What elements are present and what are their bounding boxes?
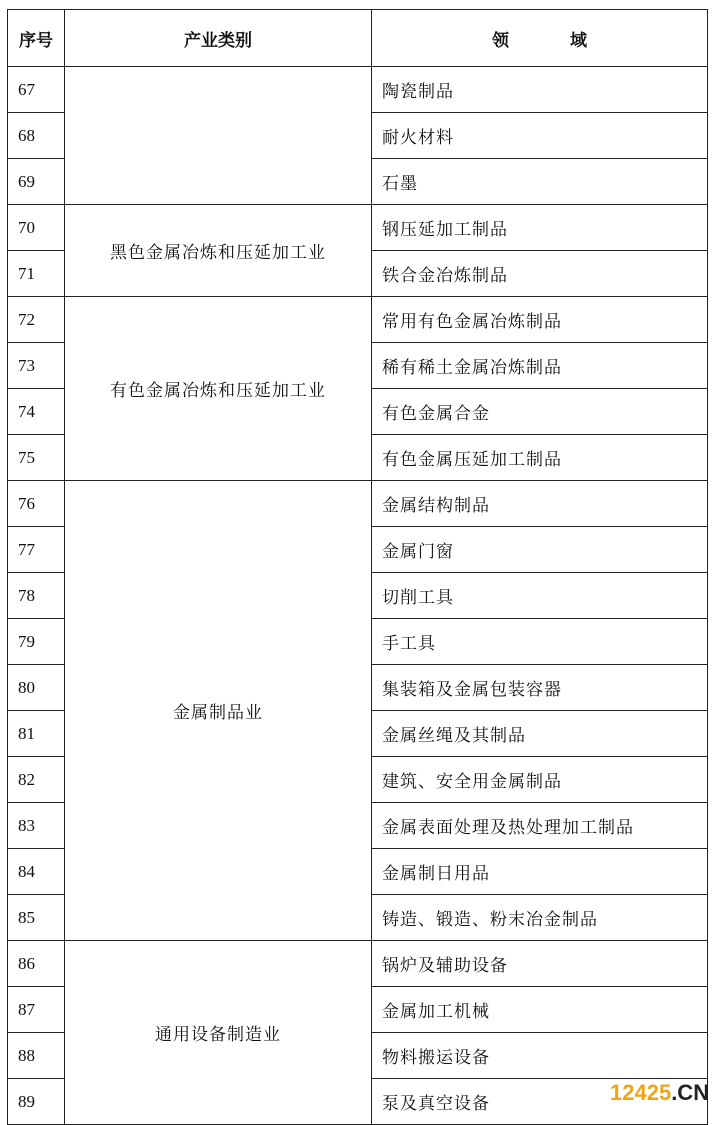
field-name: 集装箱及金属包装容器 [372,665,708,711]
table-body [8,67,708,1125]
field-name: 耐火材料 [372,113,708,159]
field-name: 建筑、安全用金属制品 [372,757,708,803]
field-name: 物料搬运设备 [372,1033,708,1079]
header-category: 产业类别 [65,10,372,67]
field-name: 铁合金冶炼制品 [372,251,708,297]
table-row [8,481,708,527]
header-index: 序号 [8,10,65,67]
field-name: 金属表面处理及热处理加工制品 [372,803,708,849]
row-index: 73 [8,343,65,389]
row-index: 80 [8,665,65,711]
field-name: 常用有色金属冶炼制品 [372,297,708,343]
row-index: 67 [8,67,65,113]
field-name: 金属加工机械 [372,987,708,1033]
field-name: 泵及真空设备 [372,1079,708,1125]
industry-category: 金属制品业 [65,481,372,941]
header-field: 领 域 [372,10,708,67]
industry-category: 黑色金属冶炼和压延加工业 [65,205,372,297]
row-index: 88 [8,1033,65,1079]
watermark-number: 12425 [610,1080,672,1105]
industry-category: 通用设备制造业 [65,941,372,1125]
table-row [8,67,708,113]
row-index: 89 [8,1079,65,1125]
row-index: 76 [8,481,65,527]
table-row [8,941,708,987]
row-index: 75 [8,435,65,481]
row-index: 68 [8,113,65,159]
table-header-row [8,10,708,67]
field-name: 金属制日用品 [372,849,708,895]
row-index: 86 [8,941,65,987]
row-index: 84 [8,849,65,895]
row-index: 74 [8,389,65,435]
field-name: 手工具 [372,619,708,665]
industry-field-table [7,9,708,1125]
industry-category [65,67,372,205]
field-name: 钢压延加工制品 [372,205,708,251]
field-name: 有色金属压延加工制品 [372,435,708,481]
industry-category: 有色金属冶炼和压延加工业 [65,297,372,481]
field-name: 有色金属合金 [372,389,708,435]
row-index: 70 [8,205,65,251]
field-name: 石墨 [372,159,708,205]
row-index: 85 [8,895,65,941]
watermark-domain: .CN [671,1080,710,1105]
row-index: 77 [8,527,65,573]
field-name: 金属丝绳及其制品 [372,711,708,757]
table-row [8,297,708,343]
row-index: 81 [8,711,65,757]
field-name: 金属结构制品 [372,481,708,527]
row-index: 87 [8,987,65,1033]
table-row [8,205,708,251]
row-index: 72 [8,297,65,343]
field-name: 切削工具 [372,573,708,619]
field-name: 锅炉及辅助设备 [372,941,708,987]
row-index: 69 [8,159,65,205]
field-name: 陶瓷制品 [372,67,708,113]
row-index: 78 [8,573,65,619]
field-name: 稀有稀土金属冶炼制品 [372,343,708,389]
row-index: 83 [8,803,65,849]
row-index: 79 [8,619,65,665]
field-name: 金属门窗 [372,527,708,573]
site-watermark [610,1080,709,1106]
field-name: 铸造、锻造、粉末冶金制品 [372,895,708,941]
row-index: 82 [8,757,65,803]
row-index: 71 [8,251,65,297]
